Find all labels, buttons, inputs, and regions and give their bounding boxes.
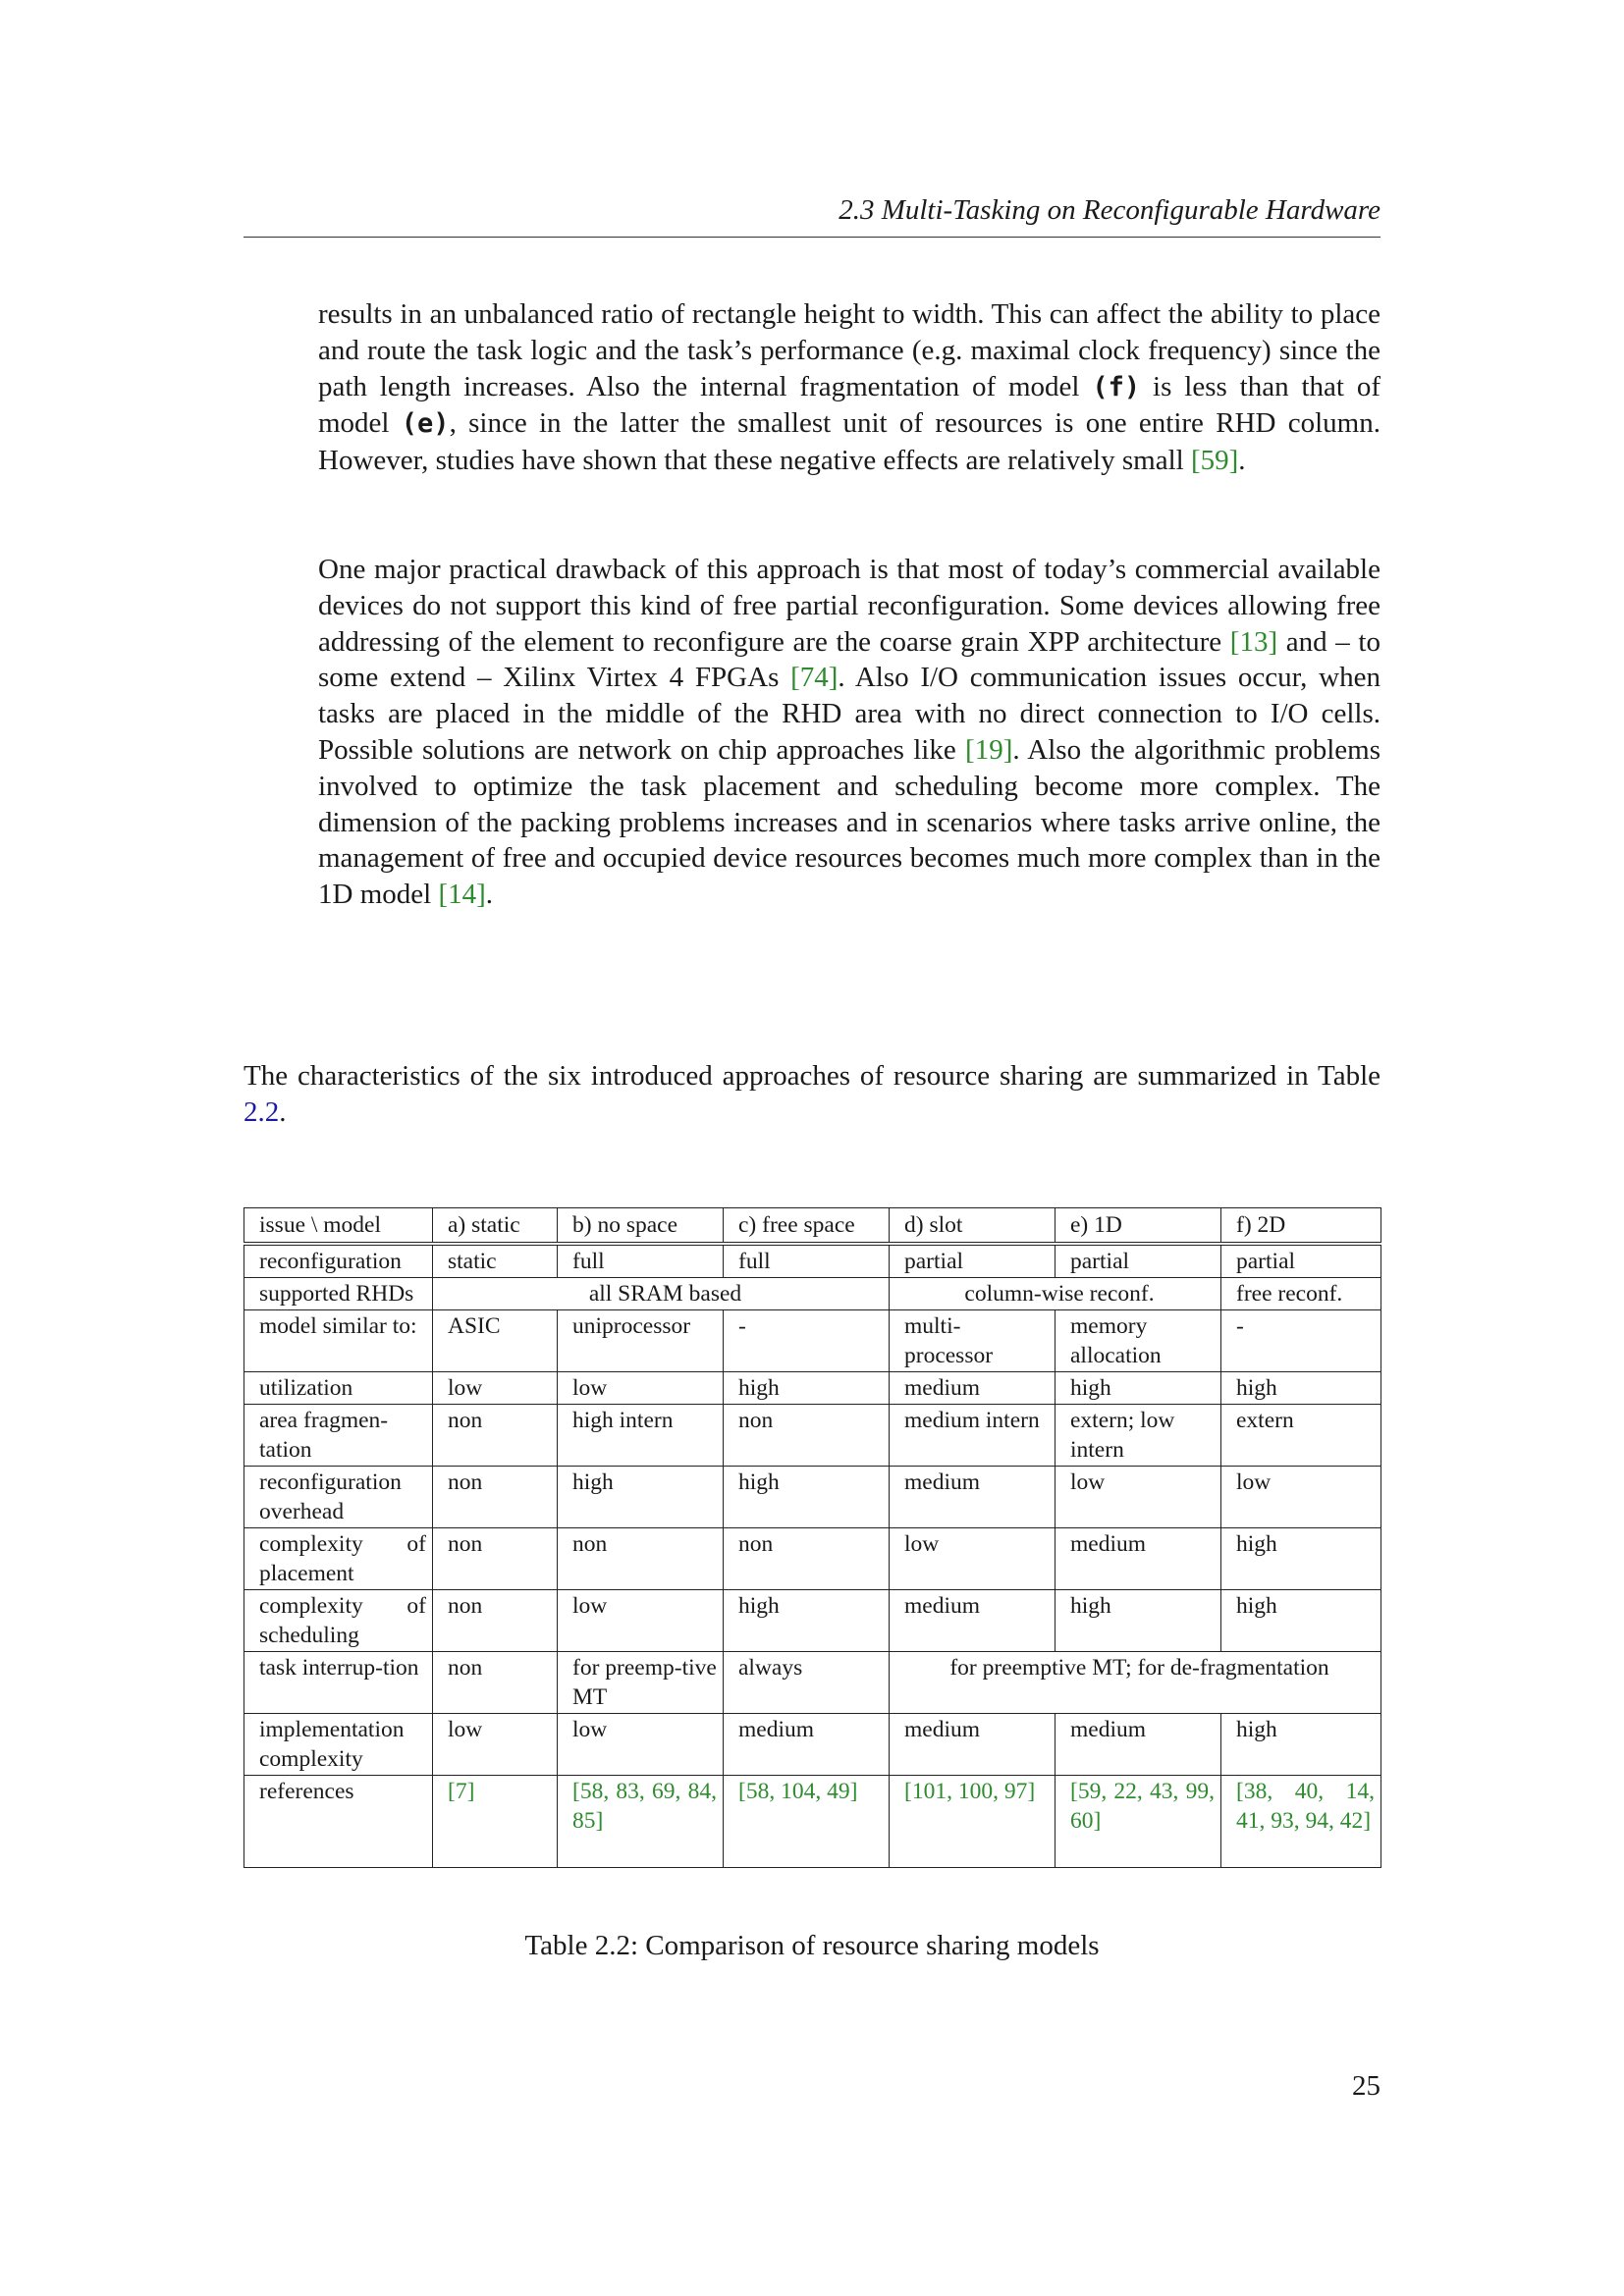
table-cell: extern xyxy=(1221,1405,1381,1467)
table-cell: supported RHDs xyxy=(244,1278,433,1310)
table-header-cell: b) no space xyxy=(558,1208,724,1245)
table-cell: high xyxy=(1221,1372,1381,1405)
table-citation-cell[interactable]: [7] xyxy=(433,1776,558,1868)
table-cell: extern; low intern xyxy=(1056,1405,1221,1467)
paragraph-text: results in an unbalanced ratio of rectangle height to width. This can affect the ability to place and route the task logic and the task’s performance (e.g. maximal clock frequency) since the path length increases. Also the internal fragmentation of model xyxy=(318,298,1380,402)
paragraph-drawbacks xyxy=(318,552,1380,913)
table-row-reconfiguration-overhead xyxy=(244,1467,1381,1528)
page-number: 25 xyxy=(1352,2070,1380,2102)
citation-link[interactable]: [74] xyxy=(790,662,839,694)
citation-link[interactable]: [14] xyxy=(438,879,486,911)
table-cell: medium xyxy=(724,1714,890,1776)
table-cell: low xyxy=(558,1714,724,1776)
table-cell: medium xyxy=(890,1372,1056,1405)
table-cell: non xyxy=(433,1528,558,1590)
paragraph-text: is less than that of model xyxy=(318,370,1380,440)
table-cell: low xyxy=(890,1528,1056,1590)
table-cell: low xyxy=(558,1372,724,1405)
table-citation-cell[interactable]: [38, 40, 14, 41, 93, 94, 42] xyxy=(1221,1776,1381,1868)
table-cell: static xyxy=(433,1244,558,1278)
running-header: 2.3 Multi-Tasking on Reconfigurable Hardware xyxy=(839,194,1380,226)
citation-link[interactable]: [19] xyxy=(965,733,1013,766)
table-header-cell: a) static xyxy=(433,1208,558,1245)
paragraph-fragmentation xyxy=(318,296,1380,479)
table-cell: low xyxy=(1056,1467,1221,1528)
table-cell: complexity of scheduling xyxy=(244,1590,433,1652)
table-cell: high xyxy=(558,1467,724,1528)
table-row-supported-rhds xyxy=(244,1278,1381,1310)
table-cell: medium xyxy=(890,1714,1056,1776)
table-cell: low xyxy=(558,1590,724,1652)
paragraph-text: . xyxy=(279,1095,287,1128)
table-cell: full xyxy=(724,1244,890,1278)
table-cell: high xyxy=(1221,1528,1381,1590)
table-cell: for preemptive MT; for de-fragmentation xyxy=(890,1652,1381,1714)
table-cell: model similar to: xyxy=(244,1310,433,1372)
table-citation-cell[interactable]: [58, 104, 49] xyxy=(724,1776,890,1868)
table-cell: - xyxy=(1221,1310,1381,1372)
table-header-cell: e) 1D xyxy=(1056,1208,1221,1245)
table-cell: for preemp-tive MT xyxy=(558,1652,724,1714)
table-cell: medium xyxy=(1056,1528,1221,1590)
paragraph-text: . xyxy=(485,879,494,911)
table-cell: high xyxy=(1221,1714,1381,1776)
table-cell: free reconf. xyxy=(1221,1278,1381,1310)
table-cell: high xyxy=(724,1372,890,1405)
citation-link[interactable]: [59] xyxy=(1190,445,1239,477)
table-cell: complexity of placement xyxy=(244,1528,433,1590)
table-cell: partial xyxy=(1056,1244,1221,1278)
table-cell: non xyxy=(433,1652,558,1714)
table-cell: reconfiguration xyxy=(244,1244,433,1278)
table-cell: non xyxy=(433,1467,558,1528)
table-cell: high intern xyxy=(558,1405,724,1467)
table-citation-cell[interactable]: [101, 100, 97] xyxy=(890,1776,1056,1868)
paragraph-text: One major practical drawback of this approach is that most of today’s commercial available devices do not support this kind of free partial reconfiguration. Some devices allowing free addressing of the element to reconfigure are the coarse grain XPP architecture xyxy=(318,554,1380,658)
table-header-row xyxy=(244,1208,1381,1245)
table-citation-cell[interactable]: [59, 22, 43, 99, 60] xyxy=(1056,1776,1221,1868)
table-cell: non xyxy=(724,1528,890,1590)
paragraph-text: . Also the algorithmic problems involved to optimize the task placement and scheduling become more complex. The dimension of the packing problems increases and in scenarios where tasks arrive online, the management of free and occupied device resources becomes much more complex than in the 1D model xyxy=(318,733,1380,911)
table-cell: reconfiguration overhead xyxy=(244,1467,433,1528)
table-row-complexity-scheduling xyxy=(244,1590,1381,1652)
table-cell: medium xyxy=(890,1467,1056,1528)
table-cell: non xyxy=(558,1528,724,1590)
table-cell: partial xyxy=(1221,1244,1381,1278)
table-header-cell: c) free space xyxy=(724,1208,890,1245)
table-header-cell: d) slot xyxy=(890,1208,1056,1245)
table-cell: medium xyxy=(890,1590,1056,1652)
table-cell: low xyxy=(433,1714,558,1776)
table-cell: always xyxy=(724,1652,890,1714)
table-row-utilization xyxy=(244,1372,1381,1405)
table-cell: high xyxy=(1221,1590,1381,1652)
table-row-reconfiguration xyxy=(244,1244,1381,1278)
table-cell: medium xyxy=(1056,1714,1221,1776)
table-reference-link[interactable]: 2.2 xyxy=(244,1095,280,1128)
table-cell: non xyxy=(433,1590,558,1652)
model-label-f: (f) xyxy=(1092,371,1141,402)
table-cell: ASIC xyxy=(433,1310,558,1372)
table-row-area-fragmentation xyxy=(244,1405,1381,1467)
table-cell: references xyxy=(244,1776,433,1868)
paragraph-text: The characteristics of the six introduced approaches of resource sharing are summarized in Table xyxy=(244,1060,1380,1092)
paragraph-summary xyxy=(244,1058,1380,1131)
table-caption: Table 2.2: Comparison of resource sharing models xyxy=(524,1930,1100,1961)
table-cell: task interrup-tion xyxy=(244,1652,433,1714)
table-cell: low xyxy=(1221,1467,1381,1528)
table-cell: memory allocation xyxy=(1056,1310,1221,1372)
table-cell: non xyxy=(724,1405,890,1467)
table-cell: multi-processor xyxy=(890,1310,1056,1372)
table-cell: high xyxy=(1056,1372,1221,1405)
model-label-e: (e) xyxy=(401,408,450,440)
table-cell: implementation complexity xyxy=(244,1714,433,1776)
citation-link[interactable]: [13] xyxy=(1229,625,1278,658)
table-header-cell: issue \ model xyxy=(244,1208,433,1245)
table-cell: column-wise reconf. xyxy=(890,1278,1221,1310)
table-cell: uniprocessor xyxy=(558,1310,724,1372)
table-row-references xyxy=(244,1776,1381,1868)
table-row-implementation-complexity xyxy=(244,1714,1381,1776)
table-cell: full xyxy=(558,1244,724,1278)
table-row-task-interruption xyxy=(244,1652,1381,1714)
table-cell: area fragmen-tation xyxy=(244,1405,433,1467)
paragraph-text: . Also I/O communication issues occur, when tasks are placed in the middle of the RHD area with no direct connection to I/O cells. Possible solutions are network on chip approaches like xyxy=(318,662,1380,766)
table-header-cell: f) 2D xyxy=(1221,1208,1381,1245)
header-rule xyxy=(244,237,1380,238)
table-row-model-similar xyxy=(244,1310,1381,1372)
comparison-table xyxy=(244,1207,1381,1868)
table-cell: non xyxy=(433,1405,558,1467)
table-cell: - xyxy=(724,1310,890,1372)
table-cell: partial xyxy=(890,1244,1056,1278)
table-cell: utilization xyxy=(244,1372,433,1405)
table-cell: all SRAM based xyxy=(433,1278,890,1310)
table-citation-cell[interactable]: [58, 83, 69, 84, 85] xyxy=(558,1776,724,1868)
table-cell: high xyxy=(724,1590,890,1652)
table-row-complexity-placement xyxy=(244,1528,1381,1590)
table-cell: low xyxy=(433,1372,558,1405)
table-cell: medium intern xyxy=(890,1405,1056,1467)
table-cell: high xyxy=(724,1467,890,1528)
paragraph-text: and – to some extend – Xilinx Virtex 4 FPGAs xyxy=(318,625,1380,694)
table-cell: high xyxy=(1056,1590,1221,1652)
paragraph-text: , since in the latter the smallest unit of resources is one entire RHD column. However, studies have shown that these negative effects are relatively small xyxy=(318,407,1380,477)
paragraph-text: . xyxy=(1238,445,1246,477)
